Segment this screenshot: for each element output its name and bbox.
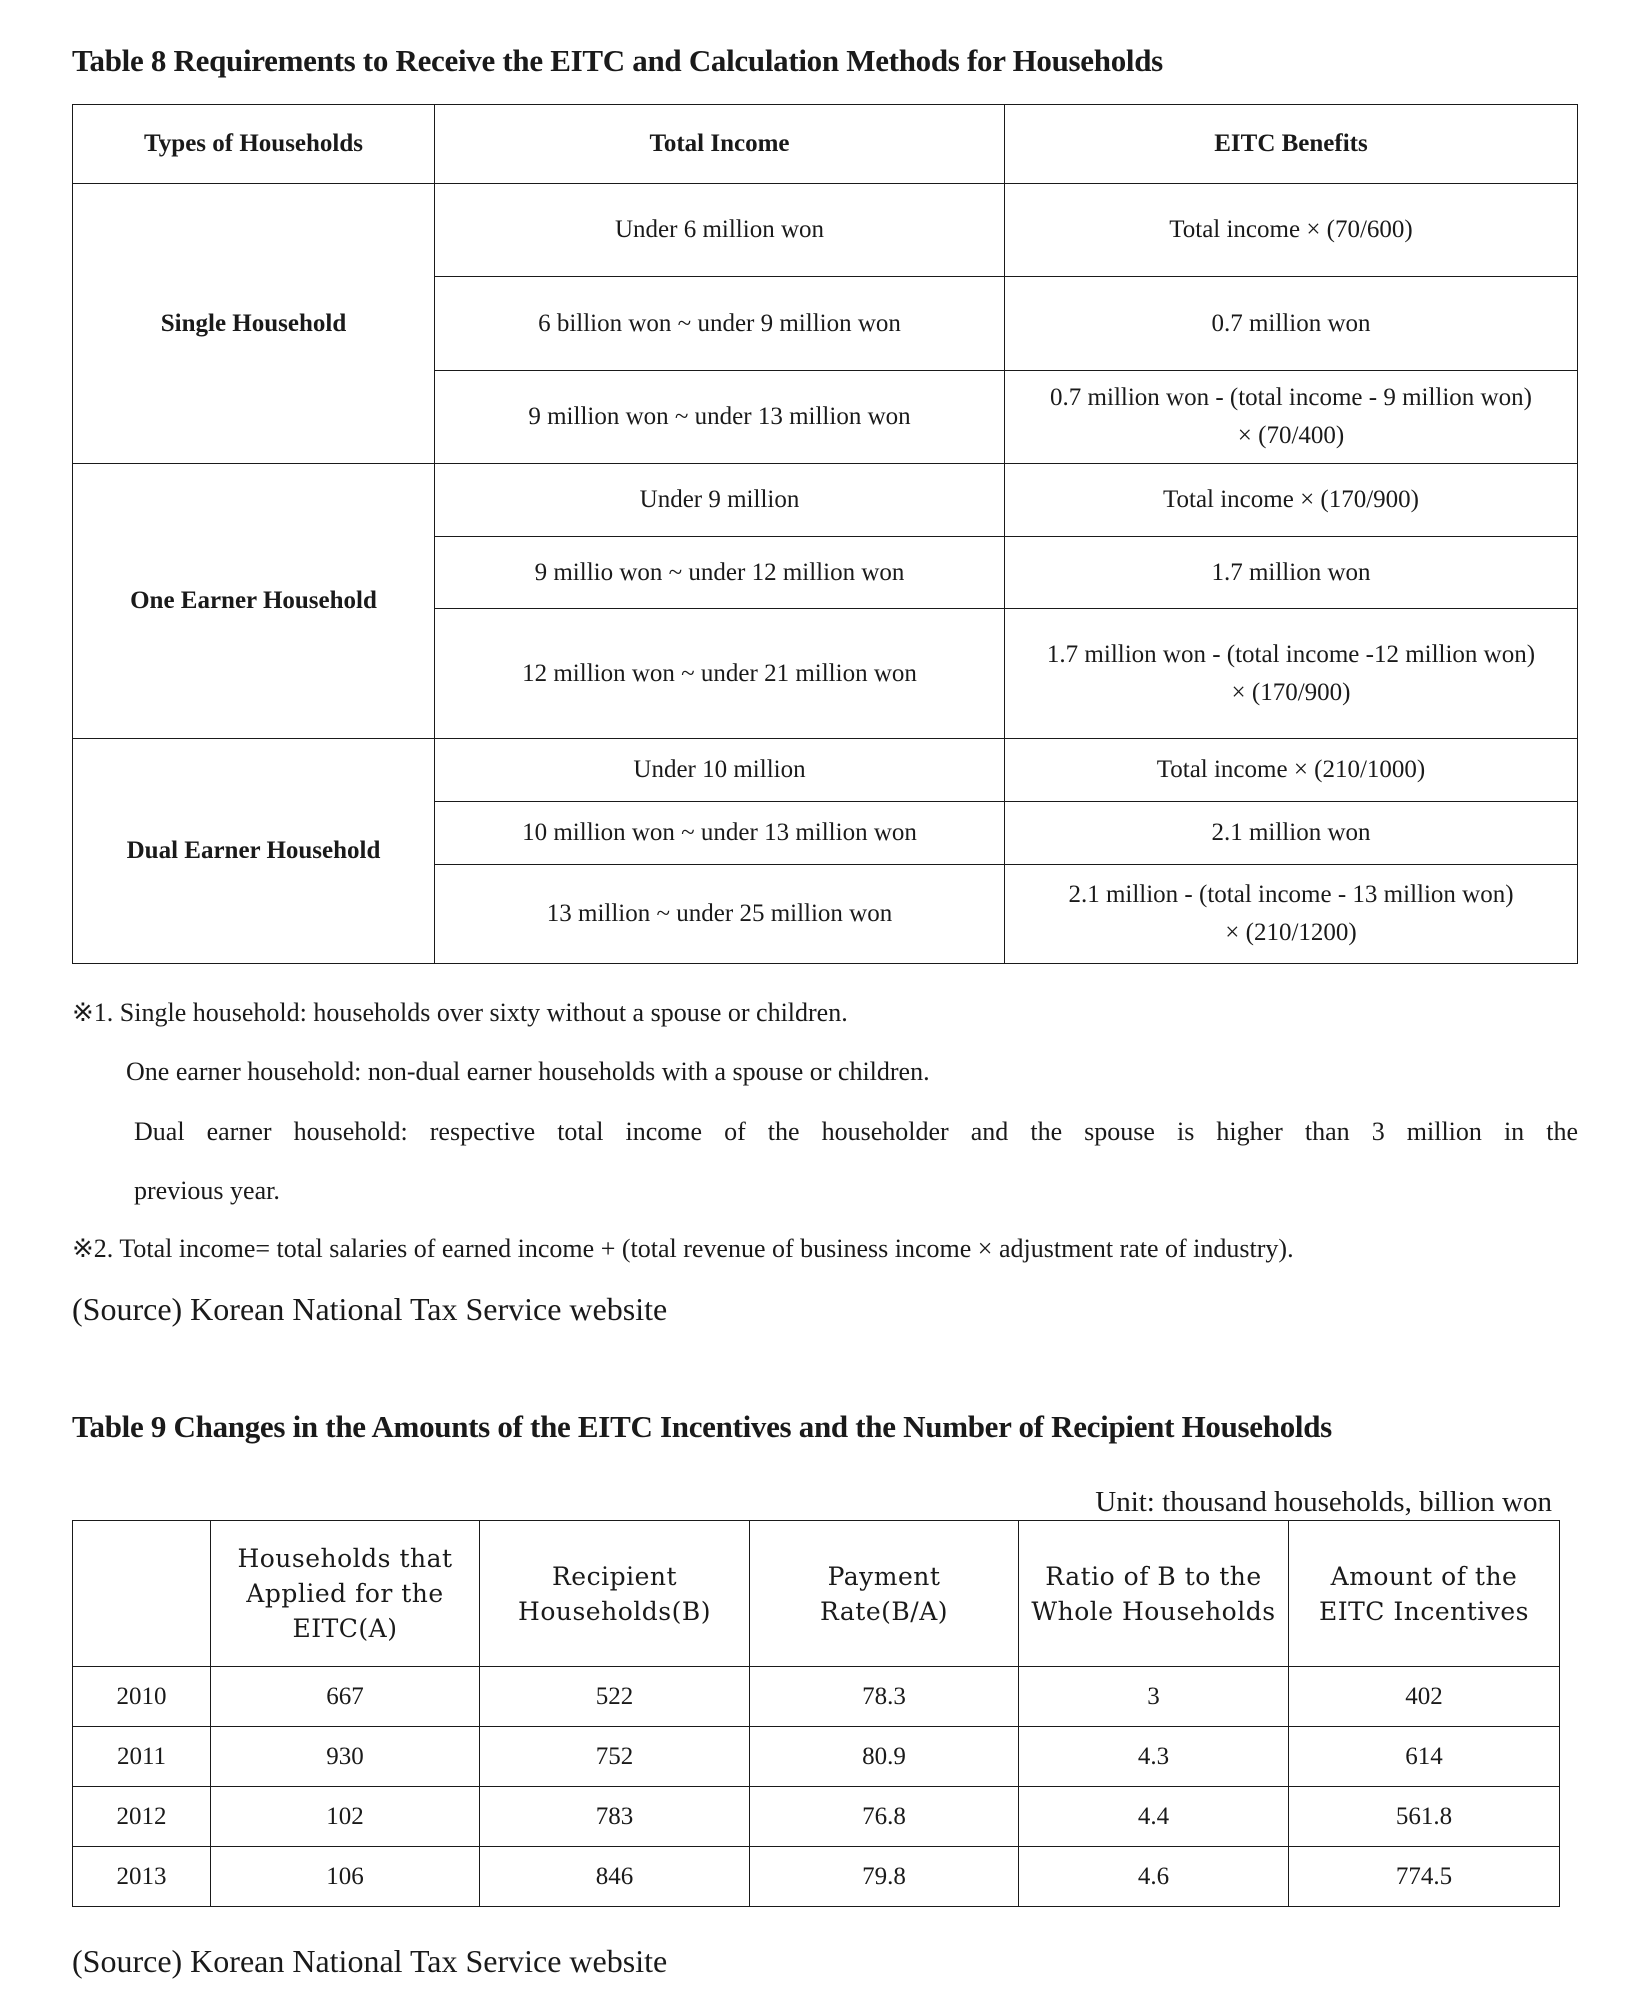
recipient-cell: 783 <box>480 1787 750 1847</box>
benefit-formula: 0.7 million won - (total income - 9 million won) × (70/400) <box>1005 371 1578 464</box>
benefit-formula: Total income × (210/1000) <box>1005 739 1578 802</box>
benefit-formula: Total income × (170/900) <box>1005 464 1578 537</box>
income-range: 13 million ~ under 25 million won <box>435 865 1005 964</box>
rate-cell: 79.8 <box>750 1847 1019 1907</box>
amount-cell: 774.5 <box>1289 1847 1560 1907</box>
recipient-cell: 846 <box>480 1847 750 1907</box>
amount-cell: 402 <box>1289 1667 1560 1727</box>
table9 <box>72 1520 1560 1907</box>
recipient-cell: 522 <box>480 1667 750 1727</box>
income-range: Under 6 million won <box>435 184 1005 277</box>
table-row <box>73 1847 1560 1907</box>
benefit-formula: 0.7 million won <box>1005 277 1578 371</box>
table8-note-1: ※1. Single household: households over sixty without a spouse or children. <box>72 998 848 1027</box>
applied-cell: 106 <box>211 1847 480 1907</box>
rate-cell: 78.3 <box>750 1667 1019 1727</box>
table9-title: Table 9 Changes in the Amounts of the EITC Incentives and the Number of Recipient Households <box>72 1409 1332 1444</box>
table9-header-recipient: Recipient Households(B) <box>480 1521 750 1667</box>
table8-note-4: previous year. <box>134 1176 280 1205</box>
income-range: 10 million won ~ under 13 million won <box>435 802 1005 865</box>
household-type: Single Household <box>73 184 435 464</box>
table-row <box>73 184 1578 277</box>
table8-source: (Source) Korean National Tax Service website <box>72 1291 668 1327</box>
table9-source: (Source) Korean National Tax Service website <box>72 1943 668 1979</box>
ratio-cell: 4.6 <box>1019 1847 1289 1907</box>
benefit-formula: Total income × (70/600) <box>1005 184 1578 277</box>
income-range: 9 millio won ~ under 12 million won <box>435 537 1005 609</box>
table8-header-income: Total Income <box>435 105 1005 184</box>
recipient-cell: 752 <box>480 1727 750 1787</box>
table8-title: Table 8 Requirements to Receive the EITC and Calculation Methods for Households <box>72 43 1163 78</box>
rate-cell: 80.9 <box>750 1727 1019 1787</box>
year-cell: 2011 <box>73 1727 211 1787</box>
table9-header-rate: Payment Rate(B/A) <box>750 1521 1019 1667</box>
income-range: Under 9 million <box>435 464 1005 537</box>
table8 <box>72 104 1578 964</box>
table9-header-row <box>73 1521 1560 1667</box>
applied-cell: 930 <box>211 1727 480 1787</box>
amount-cell: 614 <box>1289 1727 1560 1787</box>
ratio-cell: 4.3 <box>1019 1727 1289 1787</box>
year-cell: 2012 <box>73 1787 211 1847</box>
table8-note-2: One earner household: non-dual earner households with a spouse or children. <box>126 1057 930 1086</box>
table9-unit: Unit: thousand households, billion won <box>1095 1486 1552 1518</box>
table8-header-row <box>73 105 1578 184</box>
table9-header-ratio: Ratio of B to the Whole Households <box>1019 1521 1289 1667</box>
income-range: 6 billion won ~ under 9 million won <box>435 277 1005 371</box>
household-type: One Earner Household <box>73 464 435 739</box>
benefit-formula: 2.1 million - (total income - 13 million won) × (210/1200) <box>1005 865 1578 964</box>
household-type: Dual Earner Household <box>73 739 435 964</box>
table8-note-3: Dual earner household: respective total income of the householder and the spouse is higher than 3 million in the <box>134 1117 1578 1146</box>
amount-cell: 561.8 <box>1289 1787 1560 1847</box>
benefit-formula: 1.7 million won - (total income -12 million won) × (170/900) <box>1005 609 1578 739</box>
ratio-cell: 3 <box>1019 1667 1289 1727</box>
year-cell: 2010 <box>73 1667 211 1727</box>
table-row <box>73 1787 1560 1847</box>
table8-header-household: Types of Households <box>73 105 435 184</box>
applied-cell: 667 <box>211 1667 480 1727</box>
table8-header-benefit: EITC Benefits <box>1005 105 1578 184</box>
table-row <box>73 464 1578 537</box>
table8-note-5: ※2. Total income= total salaries of earned income + (total revenue of business income × adjustment rate of industry). <box>72 1234 1294 1263</box>
ratio-cell: 4.4 <box>1019 1787 1289 1847</box>
income-range: 12 million won ~ under 21 million won <box>435 609 1005 739</box>
income-range: 9 million won ~ under 13 million won <box>435 371 1005 464</box>
table9-header-amount: Amount of the EITC Incentives <box>1289 1521 1560 1667</box>
rate-cell: 76.8 <box>750 1787 1019 1847</box>
year-cell: 2013 <box>73 1847 211 1907</box>
benefit-formula: 2.1 million won <box>1005 802 1578 865</box>
table9-header-year <box>73 1521 211 1667</box>
table-row <box>73 1727 1560 1787</box>
applied-cell: 102 <box>211 1787 480 1847</box>
table-row <box>73 739 1578 802</box>
table9-header-applied: Households that Applied for the EITC(A) <box>211 1521 480 1667</box>
table-row <box>73 1667 1560 1727</box>
income-range: Under 10 million <box>435 739 1005 802</box>
benefit-formula: 1.7 million won <box>1005 537 1578 609</box>
